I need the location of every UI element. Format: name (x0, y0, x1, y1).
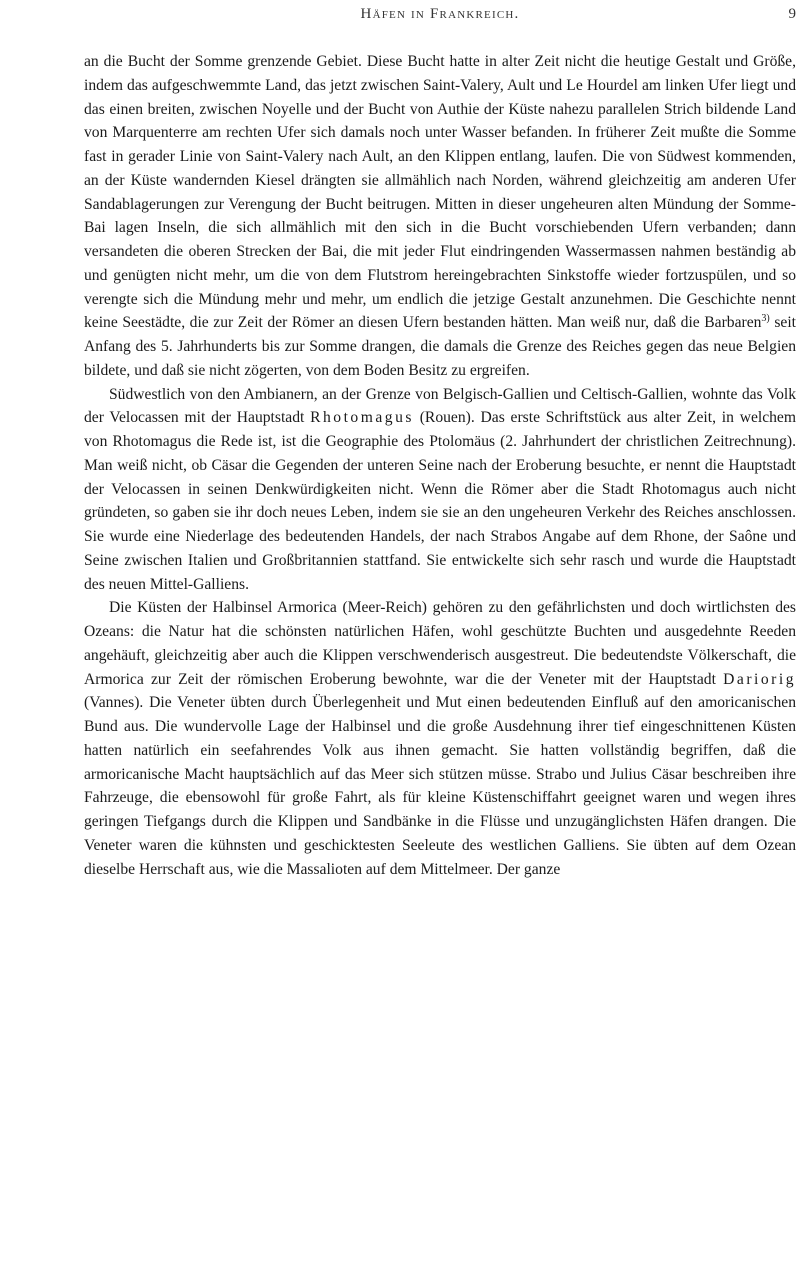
paragraph-3-text-b: (Vannes). Die Veneter übten durch Überlegenheit und Mut einen bedeutenden Einfluß auf den amoricanischen Bund aus. Die wundervolle Lage der Halbinsel und die große Ausdehnung ihrer tief eingeschnittenen Küsten hatten natürlich ein seefahrendes Volk aus ihnen gemacht. Sie hatten vollständig begriffen, daß die armoricanische Macht hauptsächlich auf das Meer sich stützen müsse. Strabo und Julius Cäsar beschreiben ihre Fahrzeuge, die ebensowohl für große Fahrt, als für kleine Küstenschiffahrt geeignet waren und wegen ihres geringen Tiefgangs durch die Klippen und Sandbänke in die Flüsse und unzugänglichsten Häfen drangen. Die Veneter waren die kühnsten und geschicktesten Seeleute des westlichen Galliens. Sie übten auf dem Ozean dieselbe Herrschaft aus, wie die Massalioten auf dem Mittelmeer. Der ganze (84, 694, 796, 878)
paragraph-1 (84, 50, 796, 383)
body-text (84, 50, 796, 881)
paragraph-3-text-a: Die Küsten der Halbinsel Armorica (Meer-Reich) gehören zu den gefährlichsten und doch wirtlichsten des Ozeans: die Natur hat die schönsten natürlichen Häfen, wohl geschützte Buchten und ausgedehnte Reeden angehäuft, gleichzeitig aber auch die Klippen verschwenderisch ausgestreut. Die bedeutendste Völkerschaft, die Armorica zur Zeit der römischen Eroberung bewohnte, war die der Veneter mit der Hauptstadt (84, 599, 796, 688)
paragraph-1-text-continued: seit Anfang des 5. Jahrhunderts bis zur Somme drangen, die damals die Grenze des Reiches gegen das neue Belgien bildete, und daß sie nicht zögerten, von dem Boden Besitz zu ergreifen. (84, 314, 796, 379)
paragraph-2 (84, 383, 796, 597)
paragraph-2-text-a: Südwestlich von den Ambianern, an der Grenze von Belgisch-Gallien und Celtisch-Gallien, wohnte das Volk der Velocassen mit der Hauptstadt (84, 385, 796, 427)
paragraph-1-text: an die Bucht der Somme grenzende Gebiet. Diese Bucht hatte in alter Zeit nicht die heutige Gestalt und Größe, indem das aufgeschwemmte Land, das jetzt zwischen Saint-Valery, Ault und Le Hourdel am linken Ufer liegt und das einen breiten, zwischen Noyelle und der Bucht von Authie der Küste nahezu parallelen Strich bildende Land von Marquenterre am rechten Ufer sich damals noch unter Wasser befanden. In früherer Zeit mußte die Somme fast in gerader Linie von Saint-Valery nach Ault, an den Klippen entlang, laufen. Die von Südwest kommenden, an der Küste wandernden Kiesel drängten sie allmählich nach Norden, während gleichzeitig am anderen Ufer Sandablagerungen zur Verengung der Bucht beitrugen. Mitten in dieser ungeheuren alten Mündung der Somme-Bai lagen Inseln, die sich allmählich mit den sich in die Bucht vorschiebenden Ufern verbanden; dann versandeten die oberen Strecken der Bai, die mit jeder Flut eindringenden Wassermassen nahmen beständig ab und genügten nicht mehr, um die von dem Flutstrom hereingebrachten Sinkstoffe wieder fortzuspülen, und so verengte sich die Mündung mehr und mehr, um endlich die jetzige Gestalt anzunehmen. Die Geschichte nennt keine Seestädte, die zur Zeit der Römer an diesen Ufern bestanden hätten. Man weiß nur, daß die Barbaren (84, 53, 796, 332)
paragraph-2-text-b: (Rouen). Das erste Schriftstück aus alter Zeit, in welchem von Rhotomagus die Rede ist, ist die Geographie des Ptolomäus (2. Jahrhundert der christlichen Zeitrechnung). Man weiß nicht, ob Cäsar die Gegenden der unteren Seine nach der Eroberung besuchte, er nennt die Hauptstadt der Velocassen in seinen Denkwürdigkeiten nicht. Wenn die Römer aber die Stadt Rhotomagus auch nicht gründeten, so gaben sie ihr doch neues Leben, indem sie sie an den ungeheuren Verkehr des Reiches anschlossen. Sie wurde eine Niederlage des bedeutenden Handels, der nach Strabos Angabe auf dem Rhone, der Saône und Seine zwischen Italien und Großbritannien stattfand. Sie entwickelte sich sehr rasch und wurde die Hauptstadt des neuen Mittel-Galliens. (84, 409, 796, 593)
spaced-name-dariorig: Dariorig (723, 670, 796, 688)
running-title: Häfen in Frankreich. (360, 6, 520, 22)
paragraph-3 (84, 596, 796, 881)
running-head (84, 6, 796, 32)
spaced-name-rhotomagus: Rhotomagus (310, 409, 414, 427)
page-number: 9 (788, 6, 796, 22)
footnote-marker: 3) (761, 313, 770, 325)
